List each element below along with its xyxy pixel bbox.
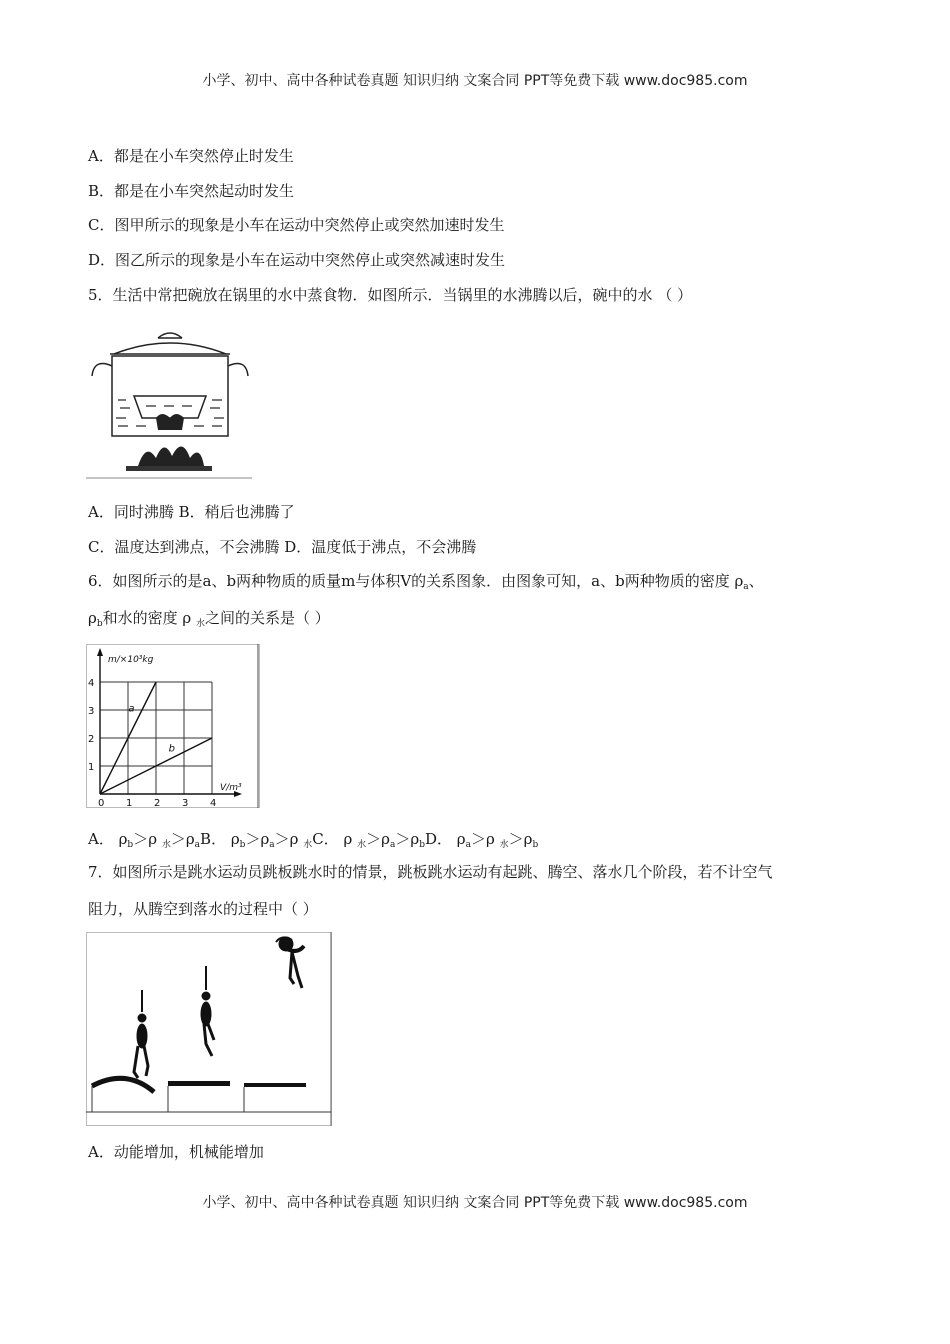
x-tick-label: 0 bbox=[98, 798, 105, 808]
q6-opt-d-gt1: ＞ bbox=[470, 830, 486, 848]
q6-opt-d-label: D． ρ bbox=[424, 830, 466, 848]
q6-options bbox=[88, 829, 538, 855]
q5-stem: 5．生活中常把碗放在锅里的水中蒸食物．如图所示．当锅里的水沸腾以后，碗中的水 （ ） bbox=[88, 286, 693, 304]
q4-option-c: C．图甲所示的现象是小车在运动中突然停止或突然加速时发生 bbox=[88, 216, 505, 234]
q4-option-d: D．图乙所示的现象是小车在运动中突然停止或突然减速时发生 bbox=[88, 251, 506, 269]
q6-opt-d-rho3: ρ bbox=[523, 830, 533, 848]
q6-opt-a-rho3: ρ bbox=[185, 830, 195, 848]
q6-opt-c-gt1: ＞ bbox=[366, 830, 382, 848]
q6-opt-b-label: B． ρ bbox=[200, 830, 240, 848]
q6-opt-d-sub2: 水 bbox=[499, 840, 509, 850]
q6-stem-rho: ρ bbox=[88, 609, 97, 627]
q6-opt-b-gt1: ＞ bbox=[245, 830, 261, 848]
q6-opt-b-rho2: ρ bbox=[260, 830, 270, 848]
page-footer: 小学、初中、高中各种试卷真题 知识归纳 文案合同 PPT等免费下载 www.doc985.com bbox=[202, 1195, 748, 1211]
q6-stem-text1: 6．如图所示的是a、b两种物质的质量m与体积V的关系图象．由图象可知，a、b两种物质的密度 ρ bbox=[88, 572, 744, 590]
y-tick-label: 2 bbox=[88, 734, 95, 745]
q6-opt-c-sub2: a bbox=[390, 840, 396, 850]
mass-volume-graph bbox=[86, 644, 260, 808]
q6-opt-c bbox=[312, 830, 425, 848]
q6-mass-volume-chart bbox=[86, 644, 260, 808]
y-tick-label: 4 bbox=[88, 678, 95, 689]
q7-diving-figure bbox=[86, 932, 332, 1126]
springboard-diving-illustration bbox=[86, 932, 332, 1126]
q6-stem-line1 bbox=[88, 571, 764, 597]
diver-figure-2 bbox=[201, 966, 214, 1056]
q7-stem-line1: 7．如图所示是跳水运动员跳板跳水时的情景，跳板跳水运动有起跳、腾空、落水几个阶段，若不计空气 bbox=[88, 863, 773, 881]
q6-opt-b-sub2: a bbox=[269, 840, 275, 850]
q6-opt-a bbox=[88, 830, 200, 848]
q6-opt-a-gt1: ＞ bbox=[133, 830, 149, 848]
diver-figure-3 bbox=[276, 937, 304, 988]
q6-sub-water: 水 bbox=[195, 619, 205, 629]
q6-sub-a: a bbox=[743, 582, 749, 592]
q6-opt-d bbox=[425, 830, 538, 848]
q6-opt-b-rho3: ρ bbox=[289, 830, 299, 848]
q6-opt-d-gt2: ＞ bbox=[508, 830, 524, 848]
y-axis-label: m/×10³kg bbox=[108, 655, 154, 665]
q4-option-a: A．都是在小车突然停止时发生 bbox=[88, 147, 294, 165]
x-tick-label: 2 bbox=[154, 798, 161, 808]
y-axis-arrow bbox=[97, 648, 103, 656]
q6-opt-b bbox=[200, 830, 312, 848]
q6-opt-d-sub1: a bbox=[465, 840, 471, 850]
y-tick-label: 1 bbox=[88, 762, 95, 773]
q6-opt-c-sub1: 水 bbox=[357, 840, 367, 850]
q6-opt-a-gt2: ＞ bbox=[170, 830, 186, 848]
x-tick-label: 4 bbox=[210, 798, 217, 808]
q6-opt-a-rho2: ρ bbox=[148, 830, 158, 848]
x-axis-label: V/m³ bbox=[220, 783, 242, 793]
q5-options-line1: A．同时沸腾 B．稍后也沸腾了 bbox=[88, 503, 295, 521]
y-tick-label: 3 bbox=[88, 706, 95, 717]
q4-option-b: B．都是在小车突然起动时发生 bbox=[88, 182, 295, 200]
q6-sub-b: b bbox=[96, 619, 103, 629]
steaming-pot-illustration bbox=[86, 326, 254, 482]
q6-opt-c-rho2: ρ bbox=[381, 830, 390, 848]
q6-opt-c-gt2: ＞ bbox=[395, 830, 411, 848]
diver-figure-1 bbox=[134, 990, 148, 1078]
q6-opt-a-sub1: b bbox=[127, 840, 134, 850]
q6-opt-c-label: C． ρ bbox=[312, 830, 358, 848]
q5-options-line2: C．温度达到沸点，不会沸腾 D．温度低于沸点，不会沸腾 bbox=[88, 538, 477, 556]
page-header: 小学、初中、高中各种试卷真题 知识归纳 文案合同 PPT等免费下载 www.doc985.com bbox=[202, 73, 748, 89]
q6-opt-b-sub3: 水 bbox=[303, 840, 313, 850]
q5-pot-figure bbox=[86, 326, 254, 482]
q6-opt-a-label: A． ρ bbox=[88, 830, 128, 848]
q6-opt-d-sub3: b bbox=[532, 840, 539, 850]
q6-opt-a-sub3: a bbox=[194, 840, 201, 850]
q6-stem-line2 bbox=[88, 608, 330, 634]
q6-opt-a-sub2: 水 bbox=[161, 840, 171, 850]
series-label-a: a bbox=[128, 703, 135, 715]
q6-opt-d-rho2: ρ bbox=[486, 830, 495, 848]
q6-opt-c-sub3: b bbox=[419, 840, 425, 850]
series-label-b: b bbox=[168, 743, 175, 755]
q7-stem-line2: 阻力，从腾空到落水的过程中（ ） bbox=[88, 900, 318, 918]
q6-opt-c-rho3: ρ bbox=[410, 830, 420, 848]
q6-stem-text4: 之间的关系是（ ） bbox=[204, 609, 330, 627]
q6-stem-text2: 、 bbox=[748, 572, 764, 590]
q6-opt-b-sub1: b bbox=[239, 840, 246, 850]
x-tick-label: 1 bbox=[126, 798, 133, 808]
q6-stem-text3: 和水的密度 ρ bbox=[102, 609, 196, 627]
x-tick-label: 3 bbox=[182, 798, 189, 808]
q6-opt-b-gt2: ＞ bbox=[274, 830, 290, 848]
q7-option-a: A．动能增加，机械能增加 bbox=[88, 1143, 264, 1161]
